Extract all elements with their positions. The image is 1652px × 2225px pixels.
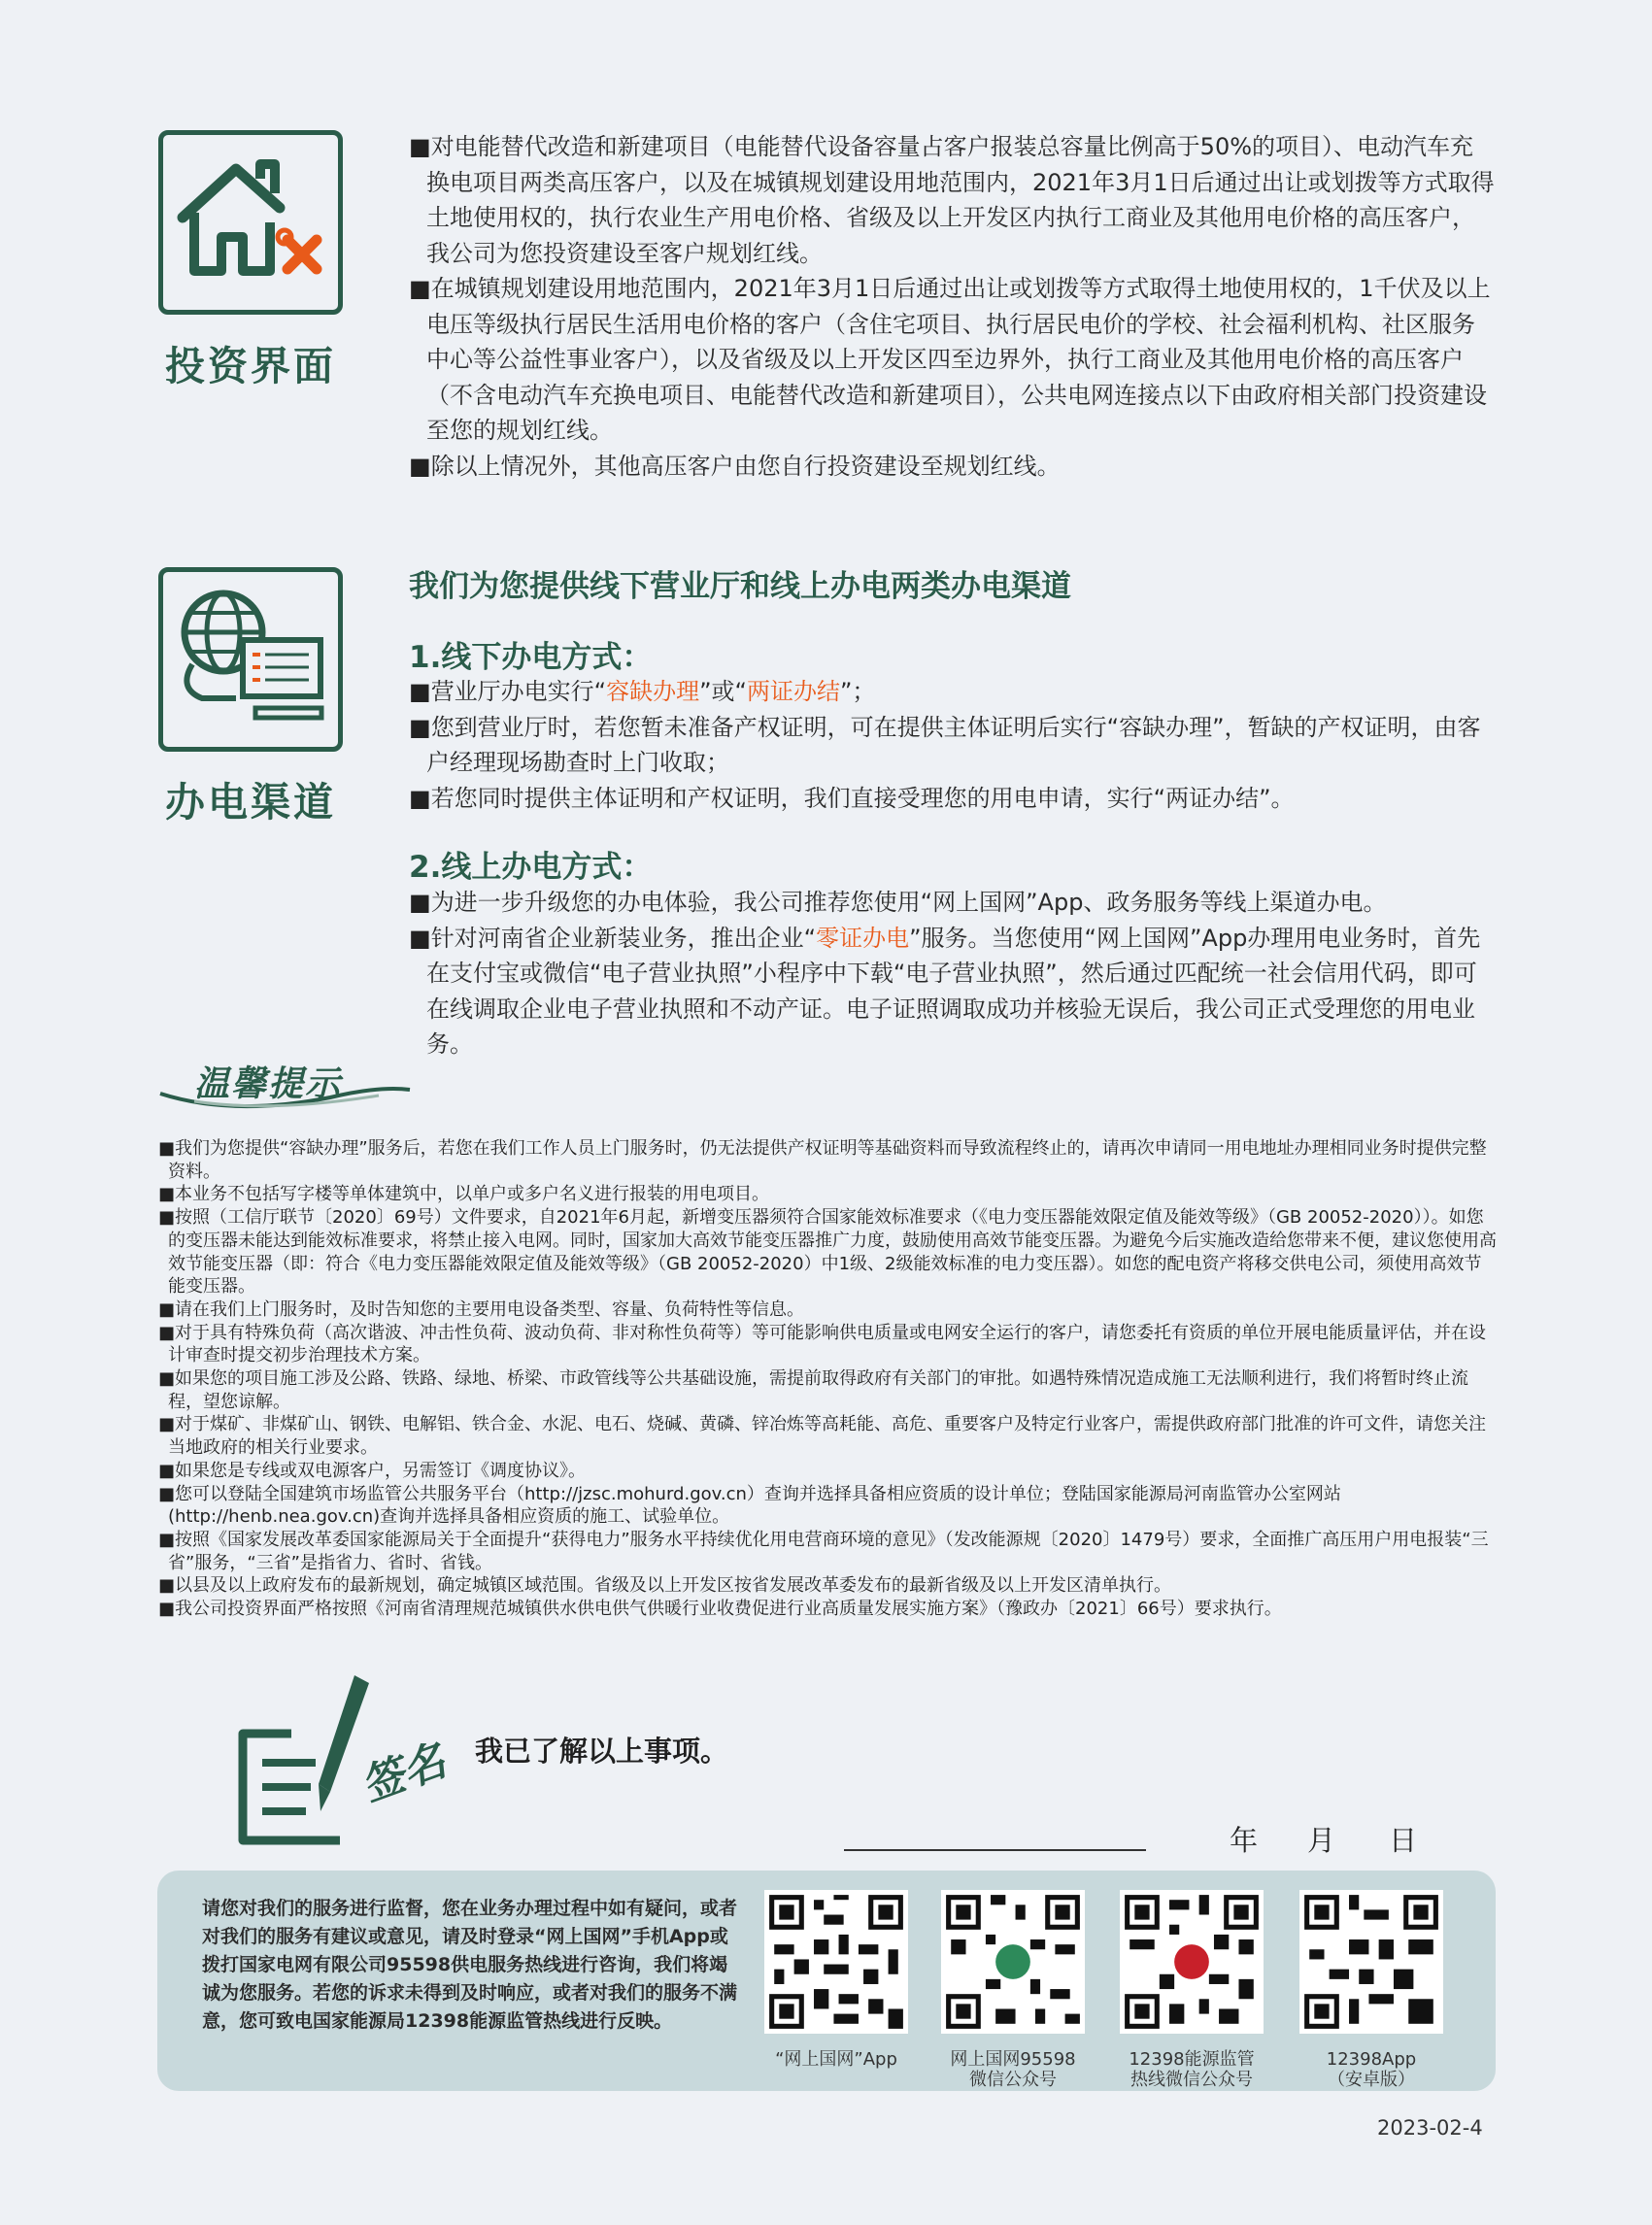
investment-title: 投资界面: [165, 343, 336, 389]
signature-line[interactable]: [844, 1849, 1146, 1851]
day-label: 日: [1389, 1824, 1418, 1857]
qr2-caption: [926, 2049, 1100, 2090]
qr3-caption-line2: 热线微信公众号: [1130, 2070, 1253, 2090]
year-label: 年: [1230, 1824, 1259, 1857]
tip-item: ■按照《国家发展改革委国家能源局关于全面提升“获得电力”服务水平持续优化用电营商环境的意见》（发改能源规〔2020〕1479号）要求，全面推广高压用户用电报装“三省”服务，“三省”是指省力、省时、省钱。: [158, 1529, 1489, 1573]
offline-list: ■营业厅办电实行“容缺办理”或“两证办结”； ■您到营业厅时，若您暂未准备产权证明，可在提供主体证明后实行“容缺办理”，暂缺的产权证明，由客户经理现场勘查时上门收取； ■若您同时提供主体证明和产权证明，我们直接受理您的用电申请，实行“两证办结”。: [409, 678, 1481, 812]
tip-item: ■以县及以上政府发布的最新规划，确定城镇区域范围。省级及以上开发区按省发展改革委发布的最新省级及以上开发区清单执行。: [158, 1575, 1172, 1597]
qr2-caption-line1: 网上国网95598: [950, 2049, 1076, 2070]
qr-code-12398-app-icon[interactable]: [1299, 1890, 1443, 2034]
qr-code-95598-icon[interactable]: [941, 1890, 1085, 2034]
investment-para-1: 对电能替代改造和新建项目（电能替代设备容量占客户报装总容量比例高于50%的项目）、电动汽车充换电项目两类高压客户，以及在城镇规划建设用地范围内，2021年3月1日后通过出让或划拨等方式取得土地使用权的，执行农业生产用电价格、省级及以上开发区内执行工商业及其他用电价格的高压客户，我公司为您投资建设至客户规划红线。: [426, 133, 1495, 267]
tip-item: ■按照（工信厅联节〔2020〕69号）文件要求，自2021年6月起，新增变压器须符合国家能效标准要求（《电力变压器能效限定值及能效等级》（GB 20052-2020））。如您的变压器未能达到能效标准要求，将禁止接入电网。同时，国家加大高效节能变压器推广力度，鼓励使用高效节能变压器。为避免今后实施改造给您带来不便，建议您使用高效节能变压器（即：符合《电力变压器能效限定值及能效等级》（GB 20052-2020）中1级、2级能效标准的电力变压器）。如您的配电资产将移交供电公司，须使用高效节能变压器。: [158, 1207, 1497, 1298]
tip-item: ■我们为您提供“容缺办理”服务后，若您在我们工作人员上门服务时，仍无法提供产权证明等基础资料而导致流程终止的，请再次申请同一用电地址办理相同业务时提供完整资料。: [158, 1138, 1487, 1182]
online-1: 为进一步升级您的办电体验，我公司推荐您使用“网上国网”App、政务服务等线上渠道办电。: [430, 889, 1387, 916]
offline-1-text-b: ”或“: [699, 678, 747, 705]
qr4-caption-line1: 12398App: [1326, 2049, 1417, 2070]
offline-2: 您到营业厅时，若您暂未准备产权证明，可在提供主体证明后实行“容缺办理”，暂缺的产权证明，由客户经理现场勘查时上门收取；: [426, 713, 1481, 776]
tip-item: ■如果您是专线或双电源客户，另需签订《调度协议》。: [158, 1460, 587, 1481]
tip-item: ■本业务不包括写字楼等单体建筑中，以单户或多户名义进行报装的用电项目。: [158, 1184, 770, 1205]
tip-item: ■如果您的项目施工涉及公路、铁路、绿地、桥梁、市政管线等公共基础设施，需提前取得政府有关部门的审批。如遇特殊情况造成施工无法顺利进行，我们将暂时终止流程，望您谅解。: [158, 1368, 1469, 1412]
month-label: 月: [1307, 1824, 1336, 1857]
qr4-caption: [1284, 2049, 1459, 2090]
tip-item: ■请在我们上门服务时，及时告知您的主要用电设备类型、容量、负荷特性等信息。: [158, 1298, 805, 1320]
service-footer: [157, 1871, 1496, 2091]
offline-3: 若您同时提供主体证明和产权证明，我们直接受理您的用电申请，实行“两证办结”。: [430, 784, 1295, 812]
highlight-rongque: 容缺办理: [606, 678, 700, 705]
tips-title: 温馨提示: [194, 1063, 343, 1104]
signature-label: 签名: [354, 1736, 453, 1812]
globe-computer-icon: [158, 567, 343, 752]
online-heading: 2.线上办电方式：: [409, 850, 653, 885]
qr2-caption-line2: 微信公众号: [969, 2070, 1057, 2090]
tip-item: ■我公司投资界面严格按照《河南省清理规范城镇供水供电供气供暖行业收费促进行业高质量发展实施方案》（豫政办〔2021〕66号）要求执行。: [158, 1599, 1282, 1620]
tip-item: ■对于煤矿、非煤矿山、钢铁、电解铝、铁合金、水泥、电石、烧碱、黄磷、锌冶炼等高耗能、高危、重要客户及特定行业客户，需提供政府部门批准的许可文件，请您关注当地政府的相关行业要求。: [158, 1414, 1487, 1459]
tips-list: [158, 1137, 1497, 1621]
signature-statement: 我已了解以上事项。: [475, 1735, 729, 1768]
qr3-caption-line1: 12398能源监管: [1129, 2049, 1255, 2070]
house-tools-icon: [158, 130, 343, 315]
online-2-text-a: 针对河南省企业新装业务，推出企业“: [430, 924, 817, 952]
investment-para-3: 除以上情况外，其他高压客户由您自行投资建设至规划红线。: [430, 452, 1061, 480]
channels-heading: 我们为您提供线下营业厅和线上办电两类办电渠道: [409, 569, 1071, 604]
channels-title: 办电渠道: [165, 779, 336, 826]
tip-item: ■对于具有特殊负荷（高次谐波、冲击性负荷、波动负荷、非对称性负荷等）等可能影响供电质量或电网安全运行的客户，请您委托有资质的单位开展电能质量评估，并在设计审查时提交初步治理技术方案。: [158, 1322, 1487, 1366]
offline-1-text-a: 营业厅办电实行“: [430, 678, 607, 705]
footer-text: 请您对我们的服务进行监督，您在业务办理过程中如有疑问，或者对我们的服务有建议或意见，请及时登录“网上国网”手机App或拨打国家电网有限公司95598供电服务热线进行咨询，我们将竭诚为您服务。若您的诉求未得到及时响应，或者对我们的服务不满意，您可致电国家能源局12398能源监管热线进行反映。: [202, 1898, 738, 2032]
highlight-lingzheng: 零证办电: [816, 924, 910, 952]
online-2-text-b: ”服务。当您使用“网上国网”App办理用电业务时，首先在支付宝或微信“电子营业执照”小程序中下载“电子营业执照”，然后通过匹配统一社会信用代码，即可在线调取企业电子营业执照和不动产证。电子证照调取成功并核验无误后，我公司正式受理您的用电业务。: [426, 924, 1481, 1058]
highlight-liangzheng: 两证办结: [747, 678, 840, 705]
qr-code-app-icon[interactable]: [764, 1890, 908, 2034]
qr-code-12398-wechat-icon[interactable]: [1120, 1890, 1264, 2034]
offline-heading: 1.线下办电方式：: [409, 640, 653, 675]
online-list: ■为进一步升级您的办电体验，我公司推荐您使用“网上国网”App、政务服务等线上渠道办电。 ■针对河南省企业新装业务，推出企业“零证办电”服务。当您使用“网上国网”App办理用电业务时，首先在支付宝或微信“电子营业执照”小程序中下载“电子营业执照”，然后通过匹配统一社会信用代码，即可在线调取企业电子营业执照和不动产证。电子证照调取成功并核验无误后，我公司正式受理您的用电业务。: [409, 889, 1481, 1058]
document-date: 2023-02-4: [1377, 2116, 1483, 2140]
tip-item: ■您可以登陆全国建筑市场监管公共服务平台（http://jzsc.mohurd.gov.cn）查询并选择具备相应资质的设计单位；登陆国家能源局河南监管办公室网站(http://henb.nea.gov.cn)查询并选择具备相应资质的施工、试验单位。: [158, 1483, 1341, 1528]
investment-text: ■对电能替代改造和新建项目（电能替代设备容量占客户报装总容量比例高于50%的项目）、电动汽车充换电项目两类高压客户，以及在城镇规划建设用地范围内，2021年3月1日后通过出让或划拨等方式取得土地使用权的，执行农业生产用电价格、省级及以上开发区内执行工商业及其他用电价格的高压客户，我公司为您投资建设至客户规划红线。 ■在城镇规划建设用地范围内，2021年3月1日后通过出让或划拨等方式取得土地使用权的，1千伏及以上电压等级执行居民生活用电价格的客户（含住宅项目、执行居民电价的学校、社会福利机构、社区服务中心等公益性事业客户），以及省级及以上开发区四至边界外，执行工商业及其他用电价格的高压客户（不含电动汽车充换电项目、电能替代改造和新建项目），公共电网连接点以下由政府相关部门投资建设至您的规划红线。 ■除以上情况外，其他高压客户由您自行投资建设至规划红线。: [409, 133, 1495, 480]
qr4-caption-line2: （安卓版）: [1328, 2070, 1415, 2090]
investment-para-2: 在城镇规划建设用地范围内，2021年3月1日后通过出让或划拨等方式取得土地使用权的，1千伏及以上电压等级执行居民生活用电价格的客户（含住宅项目、执行居民电价的学校、社会福利机构、社区服务中心等公益性事业客户），以及省级及以上开发区四至边界外，执行工商业及其他用电价格的高压客户（不含电动汽车充换电项目、电能替代改造和新建项目），公共电网连接点以下由政府相关部门投资建设至您的规划红线。: [426, 275, 1491, 444]
tips-banner: [155, 1057, 418, 1115]
qr3-caption: [1104, 2049, 1279, 2090]
offline-1-text-c: ”；: [840, 678, 876, 705]
qr1-caption: “网上国网”App: [775, 2049, 897, 2070]
